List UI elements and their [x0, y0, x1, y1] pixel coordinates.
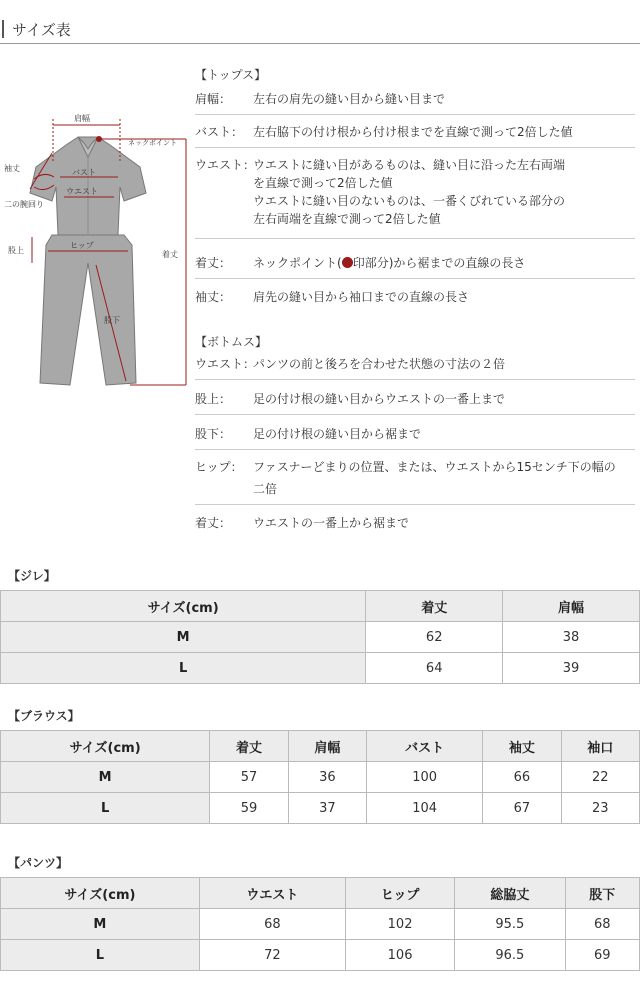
def-desc: パンツの前と後ろを合わせた状態の寸法の２倍	[253, 357, 506, 371]
table-row	[1, 940, 640, 971]
col-header: ウエスト	[199, 878, 345, 909]
col-header: 肩幅	[503, 591, 640, 622]
pants-title: 【パンツ】	[8, 856, 69, 870]
arm-circ-label: 二の腕回り	[4, 200, 44, 209]
row-header: M	[1, 622, 366, 653]
row-header: M	[1, 909, 200, 940]
garment-illustration	[0, 105, 195, 395]
row-header: L	[1, 940, 200, 971]
table-cell: 106	[345, 940, 454, 971]
col-header: 袖丈	[483, 731, 561, 762]
def-term: 着丈：	[195, 516, 232, 530]
def-desc: 左右の肩先の縫い目から縫い目まで	[253, 92, 446, 106]
col-header: バスト	[367, 731, 483, 762]
table-cell: 104	[367, 793, 483, 824]
def-desc: ウエストの一番上から裾まで	[253, 516, 410, 530]
col-header: 総脇丈	[455, 878, 565, 909]
blouse-table	[0, 730, 640, 824]
table-header-row	[1, 591, 640, 622]
table-cell: 59	[210, 793, 288, 824]
def-term: ウエスト：	[195, 158, 256, 172]
table-cell: 37	[288, 793, 366, 824]
measurement-figure	[0, 105, 195, 395]
def-desc: 足の付け根の縫い目からウエストの一番上まで	[253, 392, 506, 406]
col-header: サイズ(cm)	[1, 731, 210, 762]
inseam-label: 股下	[104, 316, 120, 325]
pants-table	[0, 877, 640, 971]
row-header: M	[1, 762, 210, 793]
bust-label: バスト	[72, 168, 96, 177]
table-cell: 62	[366, 622, 503, 653]
neck-point-dot-icon	[342, 257, 353, 268]
table-cell: 68	[565, 909, 640, 940]
neck-point-label: ネックポイント	[128, 139, 177, 147]
def-term: ヒップ：	[195, 460, 243, 474]
table-cell: 102	[345, 909, 454, 940]
def-term: バスト：	[195, 125, 244, 139]
col-header: 着丈	[210, 731, 288, 762]
hip-label: ヒップ	[70, 241, 94, 250]
table-cell: 69	[565, 940, 640, 971]
def-desc: ウエストに縫い目のないものは、一番くびれている部分の	[253, 194, 566, 208]
def-desc: 肩先の縫い目から袖口までの直線の長さ	[253, 290, 470, 304]
table-row	[1, 909, 640, 940]
table-cell: 64	[366, 653, 503, 684]
length-label: 着丈	[162, 250, 178, 259]
def-term: 着丈：	[195, 256, 232, 270]
table-cell: 57	[210, 762, 288, 793]
table-cell: 72	[199, 940, 345, 971]
col-header: 股下	[565, 878, 640, 909]
col-header: 袖口	[561, 731, 639, 762]
def-term: 股上：	[195, 392, 232, 406]
def-desc: ウエストに縫い目があるものは、縫い目に沿った左右両端	[253, 158, 566, 172]
def-term: 肩幅：	[195, 92, 232, 106]
col-header: ヒップ	[345, 878, 454, 909]
table-cell: 39	[503, 653, 640, 684]
def-term: 袖丈：	[195, 290, 232, 304]
shoulder-label: 肩幅	[74, 114, 90, 123]
def-term: ウエスト：	[195, 357, 256, 371]
table-cell: 96.5	[455, 940, 565, 971]
table-header-row	[1, 731, 640, 762]
table-cell: 38	[503, 622, 640, 653]
table-cell: 36	[288, 762, 366, 793]
col-header: 着丈	[366, 591, 503, 622]
table-cell: 95.5	[455, 909, 565, 940]
def-desc: 二倍	[253, 482, 278, 496]
def-term: 股下：	[195, 427, 232, 441]
row-header: L	[1, 653, 366, 684]
waist-label: ウエスト	[66, 187, 98, 196]
def-desc: を直線で測って2倍した値	[253, 176, 393, 190]
gilet-title: 【ジレ】	[8, 569, 56, 583]
table-cell: 68	[199, 909, 345, 940]
col-header: サイズ(cm)	[1, 591, 366, 622]
blouse-title: 【ブラウス】	[8, 709, 80, 723]
col-header: サイズ(cm)	[1, 878, 200, 909]
bottoms-heading: 【ボトムス】	[195, 335, 268, 349]
header-divider	[0, 43, 640, 44]
sleeve-label: 袖丈	[4, 164, 20, 173]
def-desc: 左右両端を直線で測って2倍した値	[253, 212, 441, 226]
rise-label: 股上	[8, 246, 24, 255]
table-cell: 23	[561, 793, 639, 824]
col-header: 肩幅	[288, 731, 366, 762]
table-cell: 22	[561, 762, 639, 793]
row-header: L	[1, 793, 210, 824]
table-cell: 66	[483, 762, 561, 793]
def-desc: 足の付け根の縫い目から裾まで	[253, 427, 422, 441]
tops-heading: 【トップス】	[195, 68, 267, 82]
page-title: サイズ表	[12, 20, 71, 39]
table-row	[1, 793, 640, 824]
table-cell: 67	[483, 793, 561, 824]
def-desc: ファスナーどまりの位置、または、ウエストから15センチ下の幅の	[253, 460, 616, 474]
table-header-row	[1, 878, 640, 909]
table-cell: 100	[367, 762, 483, 793]
table-row	[1, 653, 640, 684]
table-row	[1, 762, 640, 793]
table-row	[1, 622, 640, 653]
header-bar	[2, 20, 4, 38]
def-desc: 左右脇下の付け根から付け根までを直線で測って2倍した値	[253, 125, 573, 139]
gilet-table	[0, 590, 640, 684]
page-header	[0, 14, 71, 44]
